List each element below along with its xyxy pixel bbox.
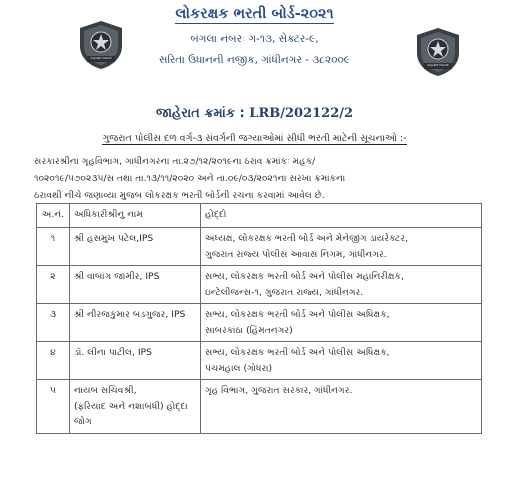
col-header-serial: અ.નં. xyxy=(37,204,70,228)
board-members-table xyxy=(36,203,482,434)
paragraph-line: સરકારશ્રીના ગૃહવિભાગ, ગાંધીનગરના તા.૨૭/૧૨/૨૦૧૯ના ઠરાવ ક્રમાંકઃ મહક/ xyxy=(34,156,316,167)
paragraph-line: ૧૦૨૦૧૯/૫૭૦૨૩૫/સ તથા તા.૧૩/૧૧/૨૦૨૦ અને તા.૦૯/૦૩/૨૦૨૧ના સરખા ક્રમાંકના xyxy=(34,173,346,184)
emblem-text: GUJARAT POLICE xyxy=(90,57,112,60)
table-row xyxy=(37,304,482,342)
col-header-post: હોદ્દો xyxy=(201,204,482,228)
row-post: સભ્ય, લોકરક્ષક ભરતી બોર્ડ અને પોલીસ અધિક્ષક, પંચમહાલ (ગોધરા) xyxy=(201,342,482,380)
col-header-name: અધિકારીશ્રીનુ નામ xyxy=(70,204,201,228)
row-name: ડૉ. લીના પાટીલ, IPS xyxy=(70,342,201,380)
row-post: અધ્યક્ષ, લોકરક્ષક ભરતી બોર્ડ અને મેનેજીંગ ડાયરેક્ટર, ગુજરાત રાજ્ય પોલીસ આવાસ નિગમ, ગાંધીનગર. xyxy=(201,228,482,266)
board-title: લોકરક્ષક ભરતી બોર્ડ-૨૦૨૧ xyxy=(175,6,334,22)
table-row xyxy=(37,342,482,380)
table-row xyxy=(37,380,482,434)
row-post: સભ્ય, લોકરક્ષક ભરતી બોર્ડ અને પોલીસ મહાનિરીક્ષક, ઇન્ટેલીજન્સ-૧, ગુજરાત રાજ્ય, ગાંધીનગર. xyxy=(201,266,482,304)
table-header-row xyxy=(37,204,482,228)
intro-paragraph xyxy=(34,153,482,204)
subject-heading: ગુજરાત પોલીસ દળ વર્ગ-૩ સંવર્ગની જગ્યાઓમાં સીધી ભરતી માટેની સૂચનાઓ :- xyxy=(102,133,407,144)
row-serial: ૪ xyxy=(37,342,70,380)
row-name: શ્રી હસમુખ પટેલ,IPS xyxy=(70,228,201,266)
row-name: શ્રી નીરજકુમાર બડગુજર, IPS xyxy=(70,304,201,342)
address-line-1: બંગલા નંબરઃ ગ-૧૩, સેક્ટર-૯, xyxy=(190,33,319,45)
row-post: ગૃહ વિભાગ, ગુજરાત સરકાર, ગાંધીનગર. xyxy=(201,380,482,434)
table-row xyxy=(37,228,482,266)
row-serial: ૨ xyxy=(37,266,70,304)
row-name: શ્રી વાબાંગ જામીર, IPS xyxy=(70,266,201,304)
row-serial: ૧ xyxy=(37,228,70,266)
advertisement-code: LRB/202122/2 xyxy=(249,106,354,121)
advertisement-number xyxy=(0,106,509,121)
emblem-text: GUJARAT POLICE xyxy=(427,64,449,67)
row-serial: ૫ xyxy=(37,380,70,434)
row-post: સભ્ય, લોકરક્ષક ભરતી બોર્ડ અને પોલીસ અધિક્ષક, સાબરકાંઠા (હિંમતનગર) xyxy=(201,304,482,342)
row-name: નાયબ સચિવશ્રી, (ફરિયાદ અને નશાબંધી) હોદ્દા જોગ xyxy=(70,380,201,434)
row-serial: ૩ xyxy=(37,304,70,342)
table-row xyxy=(37,266,482,304)
advertisement-label: જાહેરાત ક્રમાંક : xyxy=(155,106,245,121)
address-line-2: સરિતા ઉધાનની નજીક, ગાંધીનગર - ૩૮૨૦૦૯ xyxy=(158,54,351,66)
paragraph-line: ઠરાવથી નીચે જણાવ્યા મુજબ લોકરક્ષક ભરતી બોર્ડની રચના કરવામાં આવેલ છે. xyxy=(34,190,325,201)
